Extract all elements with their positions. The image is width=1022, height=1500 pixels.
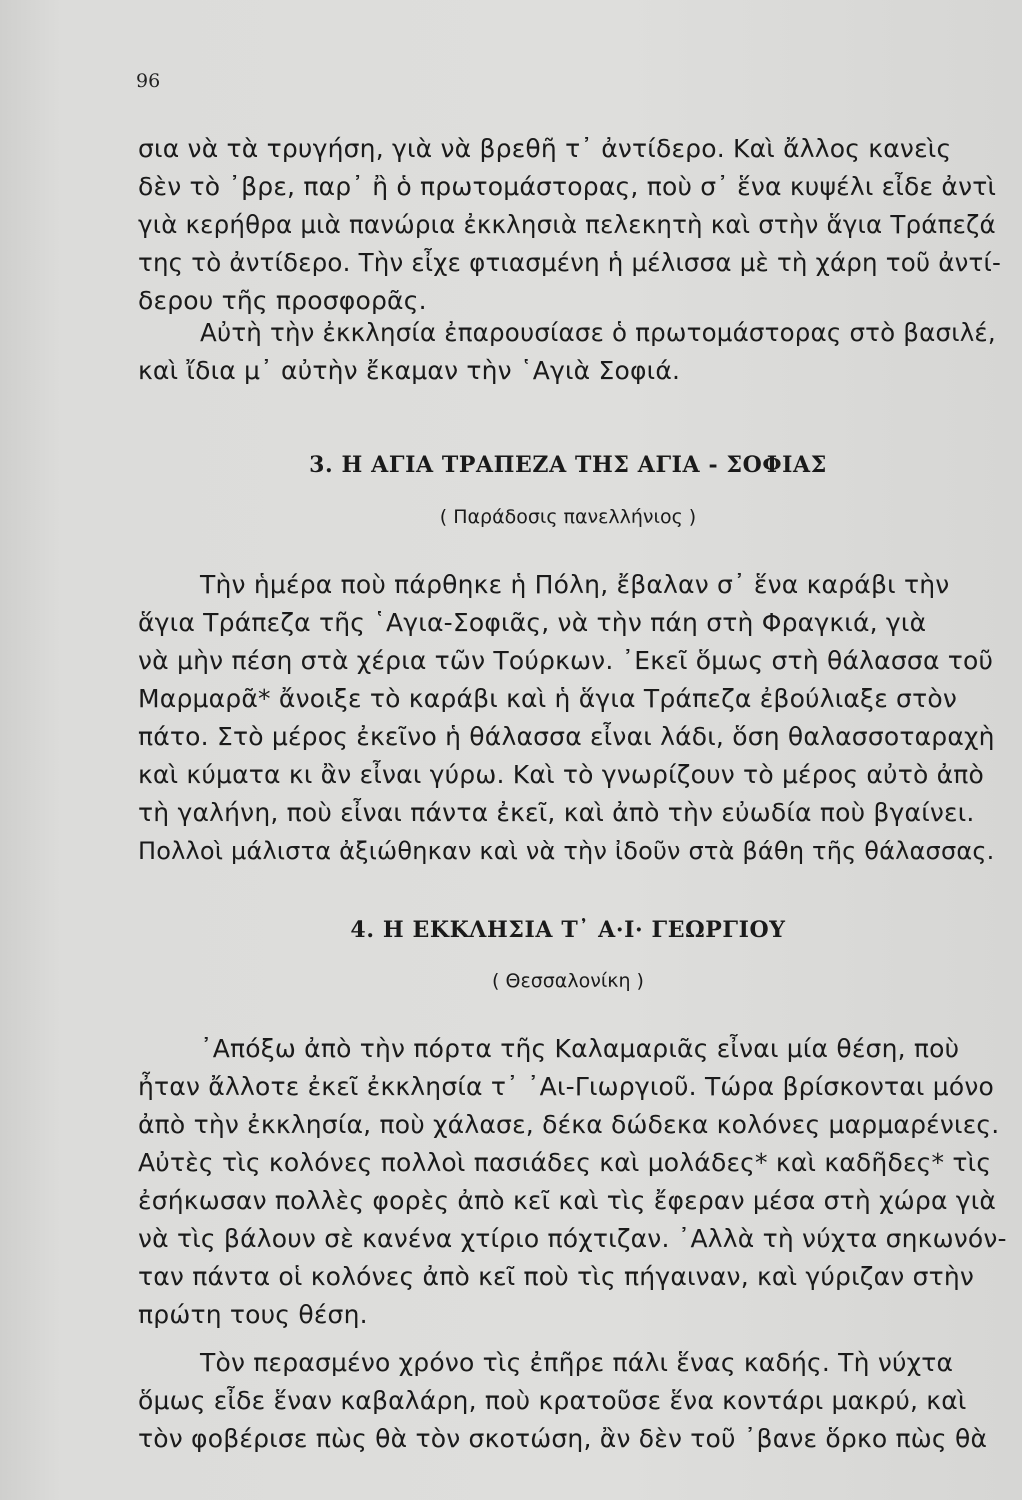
- paragraph-continued: [138, 130, 1010, 320]
- section-3-subtitle: ( Παράδοσις πανελλήνιος ): [439, 506, 697, 528]
- text-line: νὰ μὴν πέση στὰ χέρια τῶν Τούρκων. ᾽Εκεῖ ὅμως στὴ θάλασσα τοῦ: [138, 646, 994, 675]
- text-line: πάτο. Στὸ μέρος ἐκεῖνο ἡ θάλασσα εἶναι λάδι, ὅση θαλασσοταραχὴ: [138, 722, 995, 751]
- text-line: σια νὰ τὰ τρυγήση, γιὰ νὰ βρεθῆ τ᾽ ἀντίδερο. Καὶ ἄλλος κανεὶς: [138, 134, 952, 163]
- text-line: ἦταν ἄλλοτε ἐκεῖ ἐκκλησία τ᾽ ᾽Αι-Γιωργιοῦ. Τώρα βρίσκονται μόνο: [138, 1072, 994, 1101]
- section-3-paragraph: [138, 566, 1010, 870]
- text-line: Αὐτὴ τὴν ἐκκλησία ἐπαρουσίασε ὁ πρωτομάστορας στὸ βασιλέ,: [200, 318, 996, 347]
- text-line: ᾽Απόξω ἀπὸ τὴν πόρτα τῆς Καλαμαριᾶς εἶναι μία θέση, ποὺ: [200, 1034, 960, 1063]
- text-line: της τὸ ἀντίδερο. Τὴν εἶχε φτιασμένη ἡ μέλισσα μὲ τὴ χάρη τοῦ ἀντί-: [138, 248, 1001, 277]
- text-line: ἀπὸ τὴν ἐκκλησία, ποὺ χάλασε, δέκα δώδεκα κολόνες μαρμαρένιες.: [138, 1110, 1000, 1139]
- section-3-title: 3. Η ΑΓΙΑ ΤΡΑΠΕΖΑ ΤΗΣ ΑΓΙΑ - ΣΟΦΙΑΣ: [309, 452, 827, 478]
- text-line: καὶ ἴδια μ᾽ αὐτὴν ἔκαμαν τὴν ῾Αγιὰ Σοφιά.: [138, 356, 681, 385]
- text-line: τὴ γαλήνη, ποὺ εἶναι πάντα ἐκεῖ, καὶ ἀπὸ τὴν εὐωδία ποὺ βγαίνει.: [138, 798, 975, 827]
- section-4-subtitle: ( Θεσσαλονίκη ): [492, 970, 644, 992]
- text-line: δερου τῆς προσφορᾶς.: [138, 286, 427, 315]
- text-line: δὲν τὸ ᾽βρε, παρ᾽ ἢ ὁ πρωτομάστορας, ποὺ σ᾽ ἕνα κυψέλι εἶδε ἀντὶ: [138, 172, 997, 201]
- text-line: Πολλοὶ μάλιστα ἀξιώθηκαν καὶ νὰ τὴν ἰδοῦν στὰ βάθη τῆς θάλασσας.: [138, 837, 995, 865]
- text-line: πρώτη τους θέση.: [138, 1300, 368, 1329]
- text-line: ἅγια Τράπεζα τῆς ῾Αγια-Σοφιᾶς, νὰ τὴν πάη στὴ Φραγκιά, γιὰ: [138, 608, 927, 637]
- paragraph: [138, 314, 1010, 390]
- section-4-title: 4. Η ΕΚΚΛΗΣΙΑ Τ᾽ Α·Ι· ΓΕΩΡΓΙΟΥ: [350, 917, 786, 943]
- text-line: Τὸν περασμένο χρόνο τὶς ἐπῆρε πάλι ἕνας καδής. Τὴ νύχτα: [200, 1348, 954, 1377]
- text-line: ὅμως εἶδε ἕναν καβαλάρη, ποὺ κρατοῦσε ἕνα κοντάρι μακρύ, καὶ: [138, 1386, 967, 1415]
- text-line: ταν πάντα οἱ κολόνες ἀπὸ κεῖ ποὺ τὶς πήγαιναν, καὶ γύριζαν στὴν: [138, 1262, 975, 1291]
- section-4-paragraph-2: [138, 1344, 1010, 1458]
- text-line: γιὰ κερήθρα μιὰ πανώρια ἐκκλησιὰ πελεκητὴ καὶ στὴν ἅγια Τράπεζά: [138, 210, 996, 239]
- section-4-paragraph-1: [138, 1030, 1010, 1334]
- page-number: 96: [136, 70, 161, 92]
- text-line: Μαρμαρᾶ* ἄνοιξε τὸ καράβι καὶ ἡ ἅγια Τράπεζα ἐβούλιαξε στὸν: [138, 684, 958, 713]
- text-line: Τὴν ἡμέρα ποὺ πάρθηκε ἡ Πόλη, ἔβαλαν σ᾽ ἕνα καράβι τὴν: [200, 570, 950, 599]
- text-line: καὶ κύματα κι ἂν εἶναι γύρω. Καὶ τὸ γνωρίζουν τὸ μέρος αὐτὸ ἀπὸ: [138, 760, 985, 789]
- text-line: Αὐτὲς τὶς κολόνες πολλοὶ πασιάδες καὶ μολάδες* καὶ καδῆδες* τὶς: [138, 1148, 992, 1177]
- text-line: νὰ τὶς βάλουν σὲ κανένα χτίριο πόχτιζαν. ᾽Αλλὰ τὴ νύχτα σηκωνόν-: [138, 1224, 1007, 1253]
- text-line: τὸν φοβέρισε πὼς θὰ τὸν σκοτώση, ἂν δὲν τοῦ ᾽βανε ὅρκο πὼς θὰ: [138, 1424, 988, 1453]
- text-line: ἐσήκωσαν πολλὲς φορὲς ἀπὸ κεῖ καὶ τὶς ἔφεραν μέσα στὴ χώρα γιὰ: [138, 1186, 997, 1215]
